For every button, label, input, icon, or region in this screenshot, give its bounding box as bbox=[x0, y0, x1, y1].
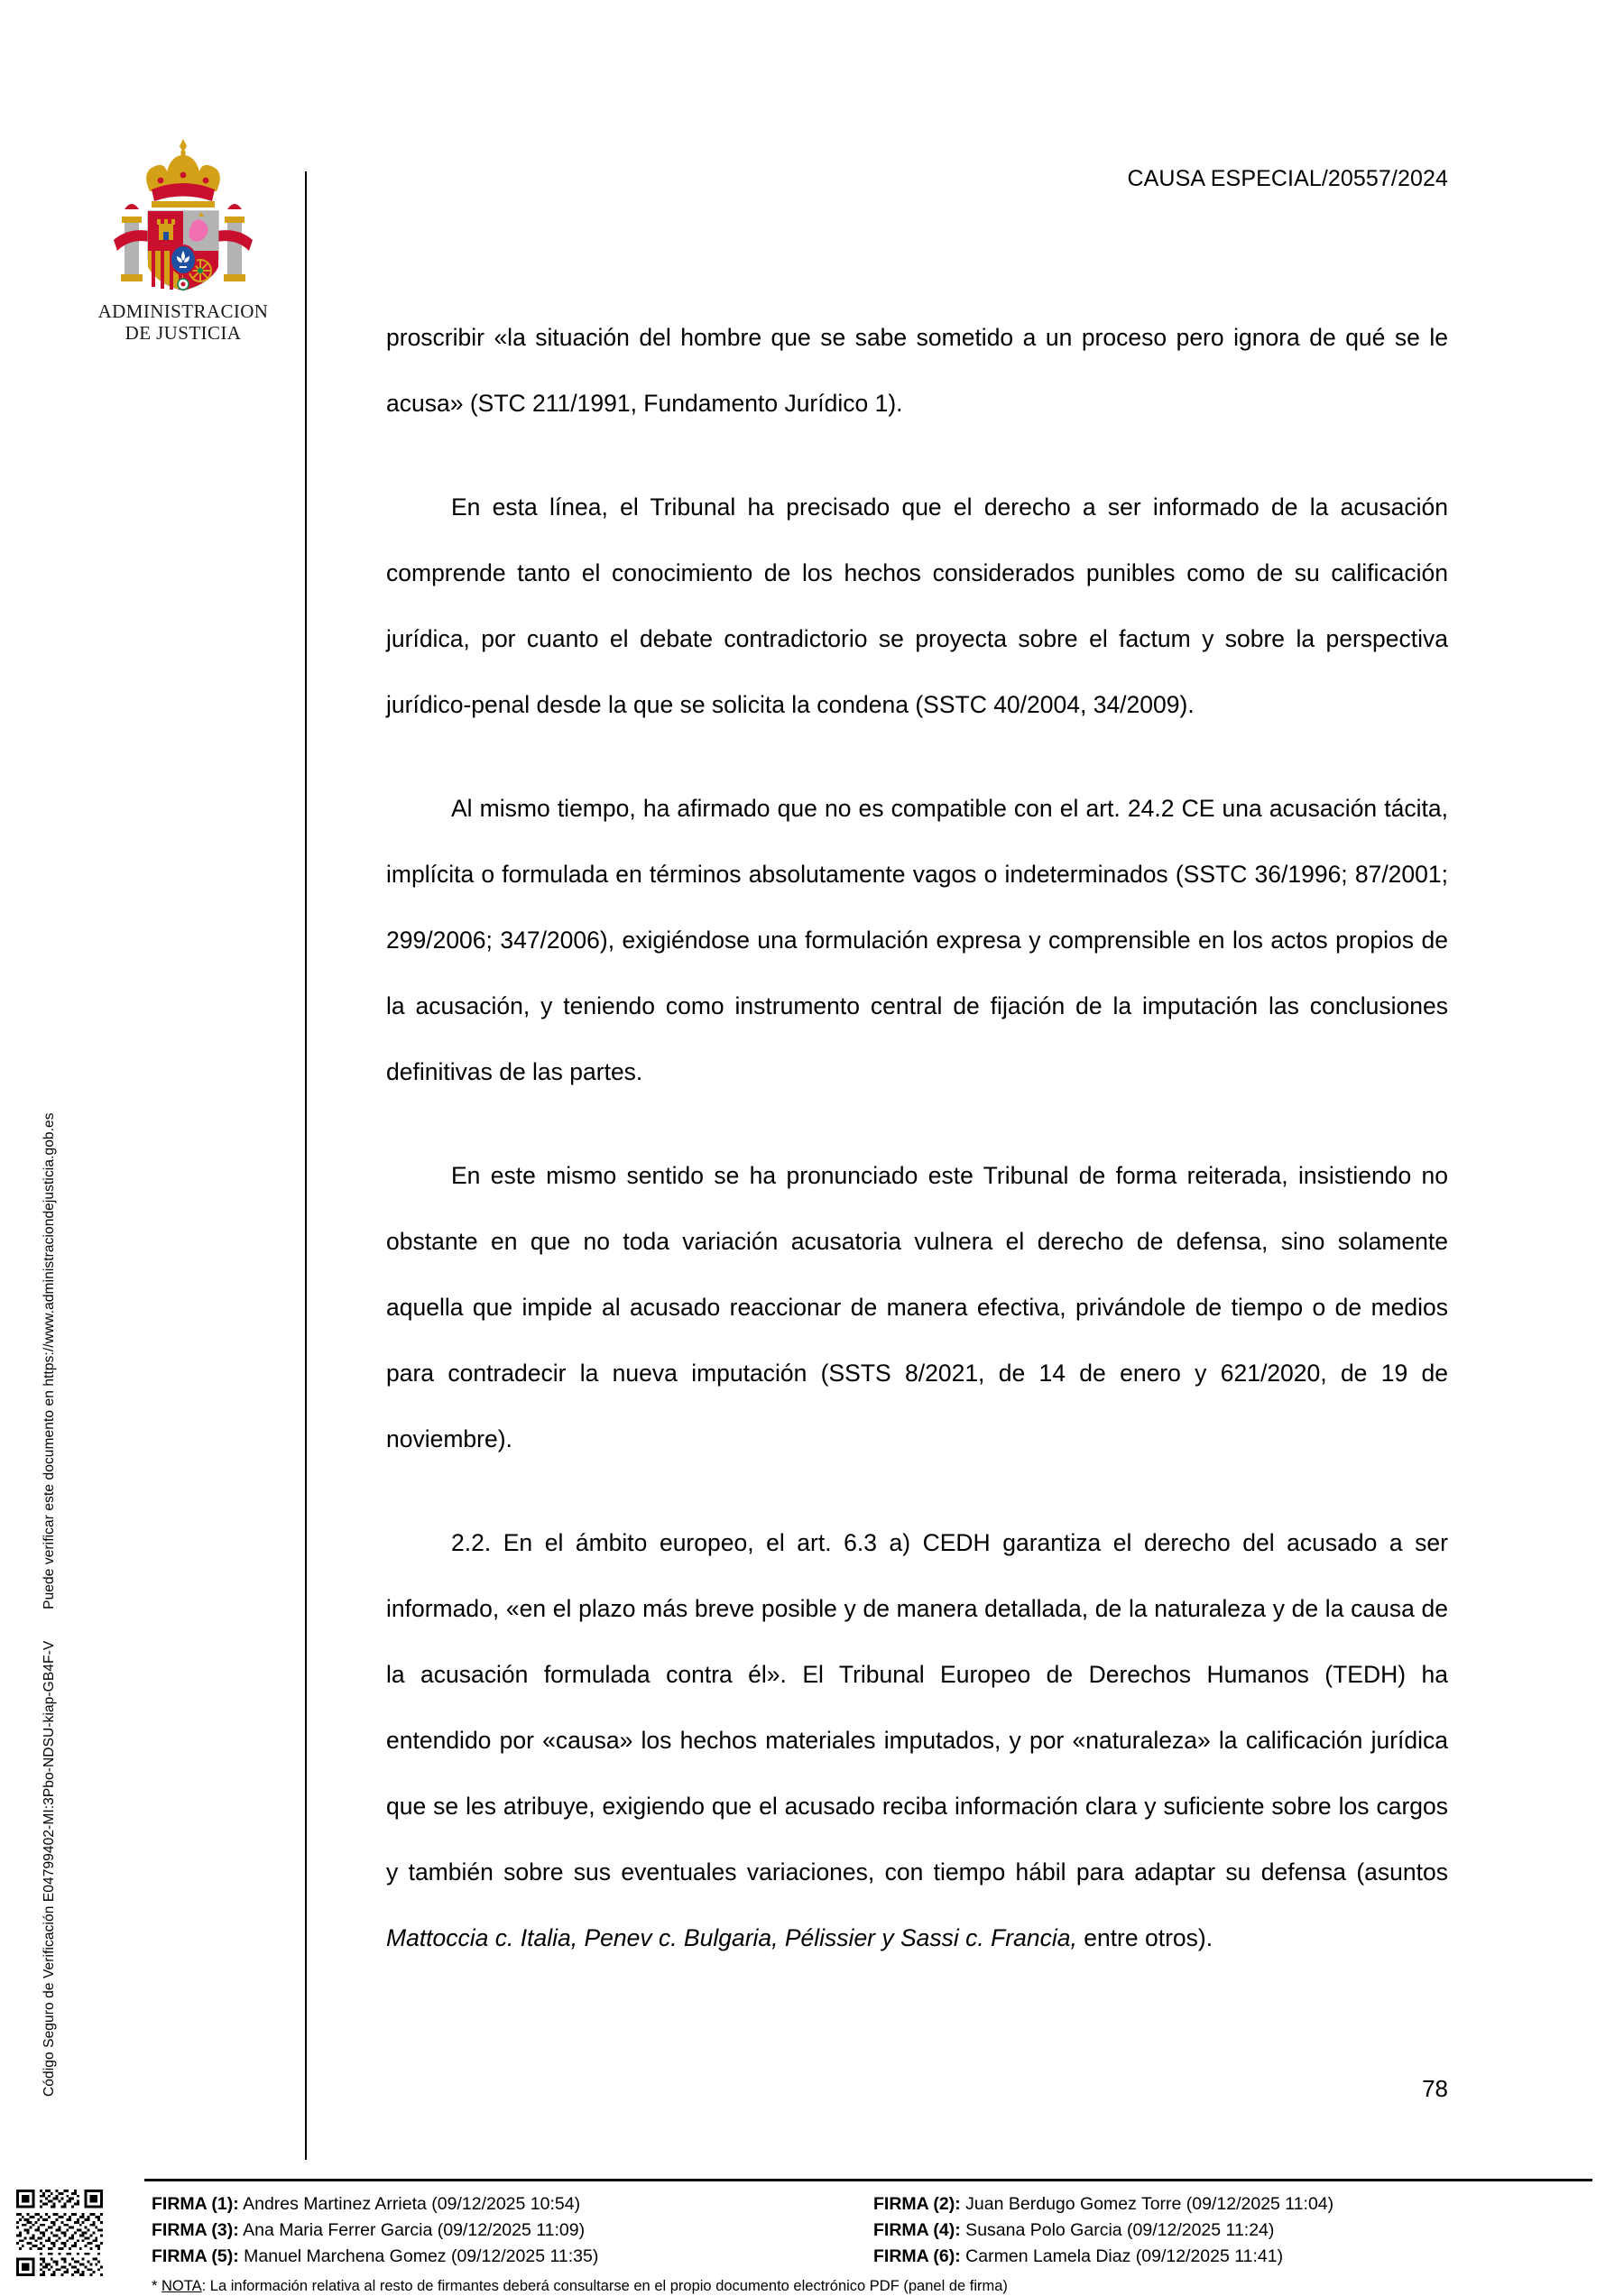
signature-entry bbox=[152, 2244, 873, 2270]
note-underlined-word: NOTA bbox=[161, 2278, 202, 2294]
case-names-italic: Mattoccia c. Italia, Penev c. Bulgaria, Pélissier y Sassi c. Francia, bbox=[386, 1924, 1077, 1951]
signature-value: Juan Berdugo Gomez Torre (09/12/2025 11:04) bbox=[960, 2194, 1334, 2214]
signature-label: FIRMA (5): bbox=[152, 2246, 239, 2266]
signature-value: Ana Maria Ferrer Garcia (09/12/2025 11:09) bbox=[238, 2220, 586, 2240]
signature-label: FIRMA (4): bbox=[873, 2220, 961, 2240]
case-reference-header: CAUSA ESPECIAL/20557/2024 bbox=[1127, 166, 1448, 191]
signature-note bbox=[152, 2276, 1008, 2296]
paragraph: En este mismo sentido se ha pronunciado este Tribunal de forma reiterada, insistiendo no obstante en que no toda variación acusatoria vulnera el derecho de defensa, sino solamente aquella que impide al acusado reaccionar de manera efectiva, privándole de tiempo o de medios para contradecir la nueva imputación (SSTS 8/2021, de 14 de enero y 621/2020, de 19 de noviembre). bbox=[386, 1162, 1448, 1452]
verification-sidebar bbox=[0, 0, 57, 2165]
seal-caption-line1: ADMINISTRACION bbox=[97, 300, 269, 322]
footer-divider-rule bbox=[144, 2179, 1592, 2181]
signature-entry bbox=[152, 2191, 873, 2218]
qr-code-icon bbox=[16, 2190, 103, 2276]
verify-url-text: Puede verificar este documento en https://www.administraciondejusticia.gob.es bbox=[42, 1112, 57, 1609]
margin-divider-rule bbox=[305, 171, 307, 2160]
signature-label: FIRMA (3): bbox=[152, 2220, 239, 2240]
signature-entry bbox=[873, 2218, 1595, 2244]
document-body bbox=[386, 305, 1448, 2009]
paragraph-with-citations bbox=[386, 1510, 1448, 1971]
seal-caption bbox=[79, 301, 287, 344]
verification-sidebar-text bbox=[42, 58, 58, 2106]
signature-value: Andres Martinez Arrieta (09/12/2025 10:54) bbox=[238, 2194, 581, 2214]
signature-entry bbox=[873, 2191, 1595, 2218]
paragraph: proscribir «la situación del hombre que se sabe sometido a un proceso pero ignora de qué se le acusa» (STC 211/1991, Fundamento Jurídico 1). bbox=[386, 324, 1448, 417]
signature-row bbox=[152, 2244, 1595, 2270]
paragraph-text-after-italic: entre otros). bbox=[1076, 1924, 1213, 1951]
signature-label: FIRMA (6): bbox=[873, 2246, 961, 2266]
signature-entry bbox=[152, 2218, 873, 2244]
signature-entry bbox=[873, 2244, 1595, 2270]
signature-label: FIRMA (2): bbox=[873, 2194, 961, 2214]
signature-label: FIRMA (1): bbox=[152, 2194, 239, 2214]
signature-row bbox=[152, 2191, 1595, 2218]
note-rest: : La información relativa al resto de firmantes deberá consultarse en el propio documento electrónico PDF (panel de firma) bbox=[201, 2278, 1008, 2294]
signature-value: Manuel Marchena Gomez (09/12/2025 11:35) bbox=[238, 2246, 599, 2266]
signature-table bbox=[152, 2191, 1595, 2270]
paragraph-text-before-italic: 2.2. En el ámbito europeo, el art. 6.3 a) CEDH garantiza el derecho del acusado a ser informado, «en el plazo más breve posible y de manera detallada, de la naturaleza y de la causa de la acusación formulada contra él». El Tribunal Europeo de Derechos Humanos (TEDH) ha entendido por «causa» los hechos materiales imputados, y por «naturaleza» la calificación jurídica que se les atribuye, exigiendo que el acusado reciba información clara y suficiente sobre los cargos y también sobre sus eventuales variaciones, con tiempo hábil para adaptar su defensa (asuntos bbox=[386, 1529, 1448, 1886]
note-prefix: * bbox=[152, 2278, 162, 2294]
spanish-coat-of-arms-icon bbox=[79, 126, 287, 298]
page-number: 78 bbox=[1422, 2075, 1448, 2102]
signature-row bbox=[152, 2218, 1595, 2244]
signature-value: Carmen Lamela Diaz (09/12/2025 11:41) bbox=[960, 2246, 1284, 2266]
paragraph: En esta línea, el Tribunal ha precisado que el derecho a ser informado de la acusación comprende tanto el conocimiento de los hechos considerados punibles como de su calificación jurídica, por cuanto el debate contradictorio se proyecta sobre el factum y sobre la perspectiva jurídico-penal desde la que se solicita la condena (SSTC 40/2004, 34/2009). bbox=[386, 493, 1448, 718]
csv-label: Código Seguro de Verificación bbox=[42, 1905, 57, 2097]
seal-caption-line2: DE JUSTICIA bbox=[125, 321, 242, 344]
signature-value: Susana Polo Garcia (09/12/2025 11:24) bbox=[960, 2220, 1275, 2240]
paragraph: Al mismo tiempo, ha afirmado que no es compatible con el art. 24.2 CE una acusación tácita, implícita o formulada en términos absolutamente vagos o indeterminados (SSTC 36/1996; 87/2001; 299/2006; 347/2006), exigiéndose una formulación expresa y comprensible en los actos propios de la acusación, y teniendo como instrumento central de fijación de la imputación las conclusiones definitivas de las partes. bbox=[386, 795, 1448, 1085]
csv-code: E04799402-MI:3Pbo-NDSU-kiap-GB4F-V bbox=[42, 1640, 57, 1903]
coat-of-arms-seal bbox=[79, 126, 287, 344]
